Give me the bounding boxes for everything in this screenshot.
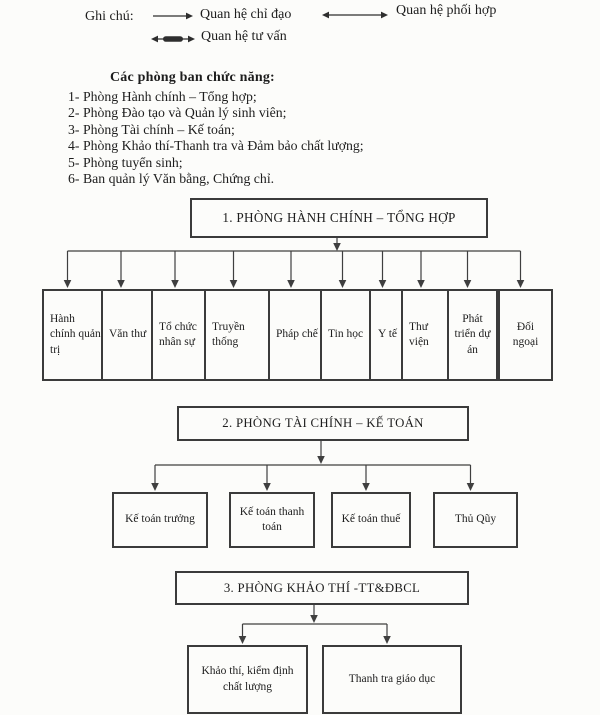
org-unit-box: Truyền thống [204,289,275,381]
legend-label: Ghi chú: [85,9,134,24]
diagram-title-box: 3. PHÒNG KHẢO THÍ -TT&ĐBCL [175,571,469,605]
org-unit-box: Khảo thí, kiểm định chất lượng [187,645,308,714]
org-unit-box: Đối ngoại [498,289,553,381]
org-unit-box: Thanh tra giáo dục [322,645,462,714]
departments-list [68,89,548,187]
org-unit-box: Kế toán thanh toán [229,492,315,548]
department-list-item: 1- Phòng Hành chính – Tổng hợp; [68,89,257,104]
advisory-arrow-icon [151,33,195,45]
org-unit-box: Y tế [369,289,406,381]
department-list-item: 3- Phòng Tài chính – Kế toán; [68,121,235,137]
org-unit-box: Thủ Qũy [433,492,518,548]
org-unit-box: Phát triển dự án [447,289,498,381]
org-unit-box: Pháp chế [268,289,326,381]
department-list-item: 2- Phòng Đào tạo và Quản lý sinh viên; [68,105,287,121]
legend-item-directive-label: Quan hệ chỉ đạo [200,7,292,22]
org-unit-box: Tin học [320,289,377,381]
org-unit-box: Văn thư [101,289,153,381]
departments-list-heading: Các phòng ban chức năng: [110,70,275,85]
org-unit-box: Hành chính quản trị [42,289,105,381]
org-unit-box: Kế toán trưởng [112,492,208,548]
legend-item-advisory-label: Quan hệ tư vấn [201,29,287,44]
department-list-item: 6- Ban quản lý Văn bằng, Chứng chỉ. [68,171,275,187]
coordination-arrow-icon [322,9,388,21]
legend-item-coordination-label: Quan hệ phối hợp [396,3,497,18]
diagram-title-box: 1. PHÒNG HÀNH CHÍNH – TỔNG HỢP [190,198,488,238]
org-unit-box: Thư viện [401,289,453,381]
department-list-item: 5- Phòng tuyển sinh; [68,154,183,170]
org-unit-box: Tổ chức nhân sự [151,289,211,381]
directive-arrow-icon [153,10,193,22]
org-unit-box: Kế toán thuế [331,492,411,548]
diagram-title-box: 2. PHÒNG TÀI CHÍNH – KẾ TOÁN [177,406,469,441]
department-list-item: 4- Phòng Khảo thí-Thanh tra và Đảm bảo chất lượng; [68,138,364,154]
